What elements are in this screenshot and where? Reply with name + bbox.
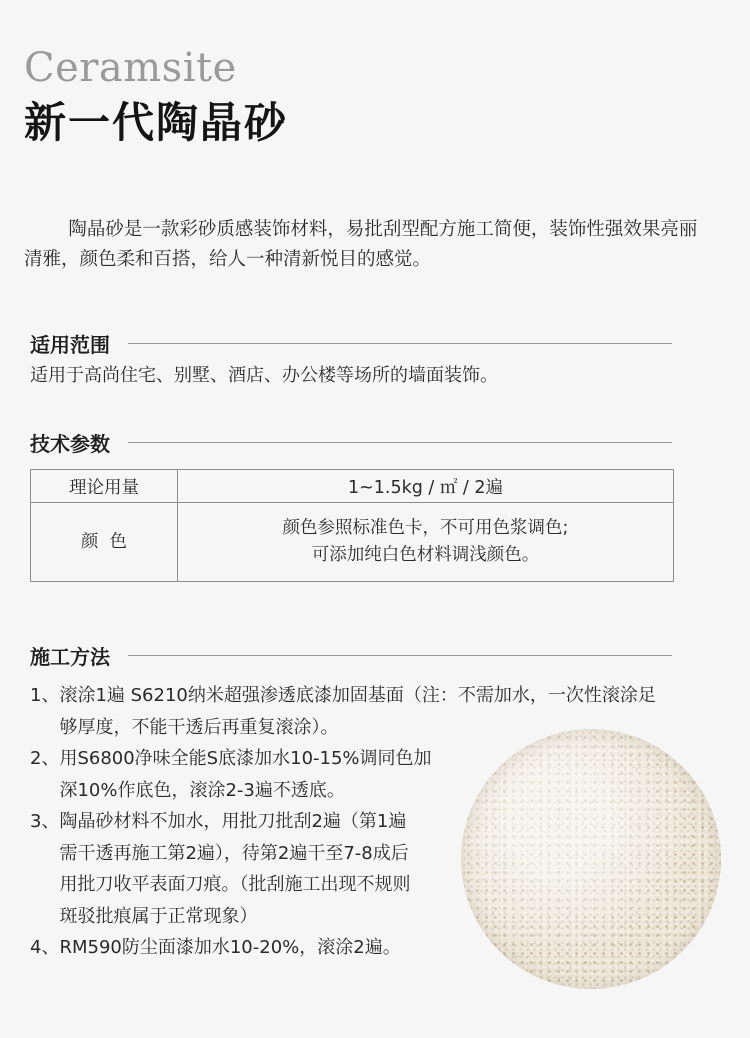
scope-section-header [30,329,672,358]
params-table [30,469,674,582]
english-title: Ceramsite [24,45,237,91]
params-heading: 技术参数 [30,432,110,456]
step-number: 1、 [30,685,60,706]
scope-text: 适用于高尚住宅、别墅、酒店、办公楼等场所的墙面装饰。 [30,365,498,386]
param-value [178,503,674,582]
section-divider [128,655,672,656]
params-section-header [30,428,672,457]
texture-sample-image [461,729,721,989]
product-title: 新一代陶晶砂 [24,98,289,147]
step-text: 陶晶砂材料不加水，用批刀批刮2遍（第1遍需干透再施工第2遍），待第2遍干至7-8成后用批刀收平表面刀痕。（批刮施工出现不规则斑驳批痕属于正常现象） [59,811,411,927]
param-value: 1~1.5kg / ㎡ / 2遍 [178,470,674,503]
section-divider [128,442,672,443]
table-row [31,503,674,582]
step-number: 2、 [30,748,60,769]
step-number: 4、 [30,937,60,958]
param-key: 颜 色 [31,503,178,582]
param-value-line: 颜色参照标准色卡，不可用色浆调色; [282,518,569,538]
method-heading: 施工方法 [30,645,110,669]
step-text: 滚涂1遍 S6210纳米超强渗透底漆加固基面（注：不需加水，一次性滚涂足够厚度，不能干透后再重复滚涂）。 [59,685,656,738]
step-text: 用S6800净味全能S底漆加水10-15%调同色加深10%作底色，滚涂2-3遍不透底。 [59,748,432,801]
step-number: 3、 [30,811,60,832]
method-section-header [30,641,672,670]
intro-paragraph [24,215,704,275]
scope-heading: 适用范围 [30,333,110,357]
table-row [31,470,674,503]
section-divider [128,343,672,344]
step-text: RM590防尘面漆加水10-20%，滚涂2遍。 [59,937,401,958]
intro-text: 陶晶砂是一款彩砂质感装饰材料，易批刮型配方施工简便，装饰性强效果亮丽清雅，颜色柔和百搭，给人一种清新悦目的感觉。 [24,219,698,270]
param-value-line: 可添加纯白色材料调浅颜色。 [311,545,540,565]
param-key: 理论用量 [31,470,178,503]
